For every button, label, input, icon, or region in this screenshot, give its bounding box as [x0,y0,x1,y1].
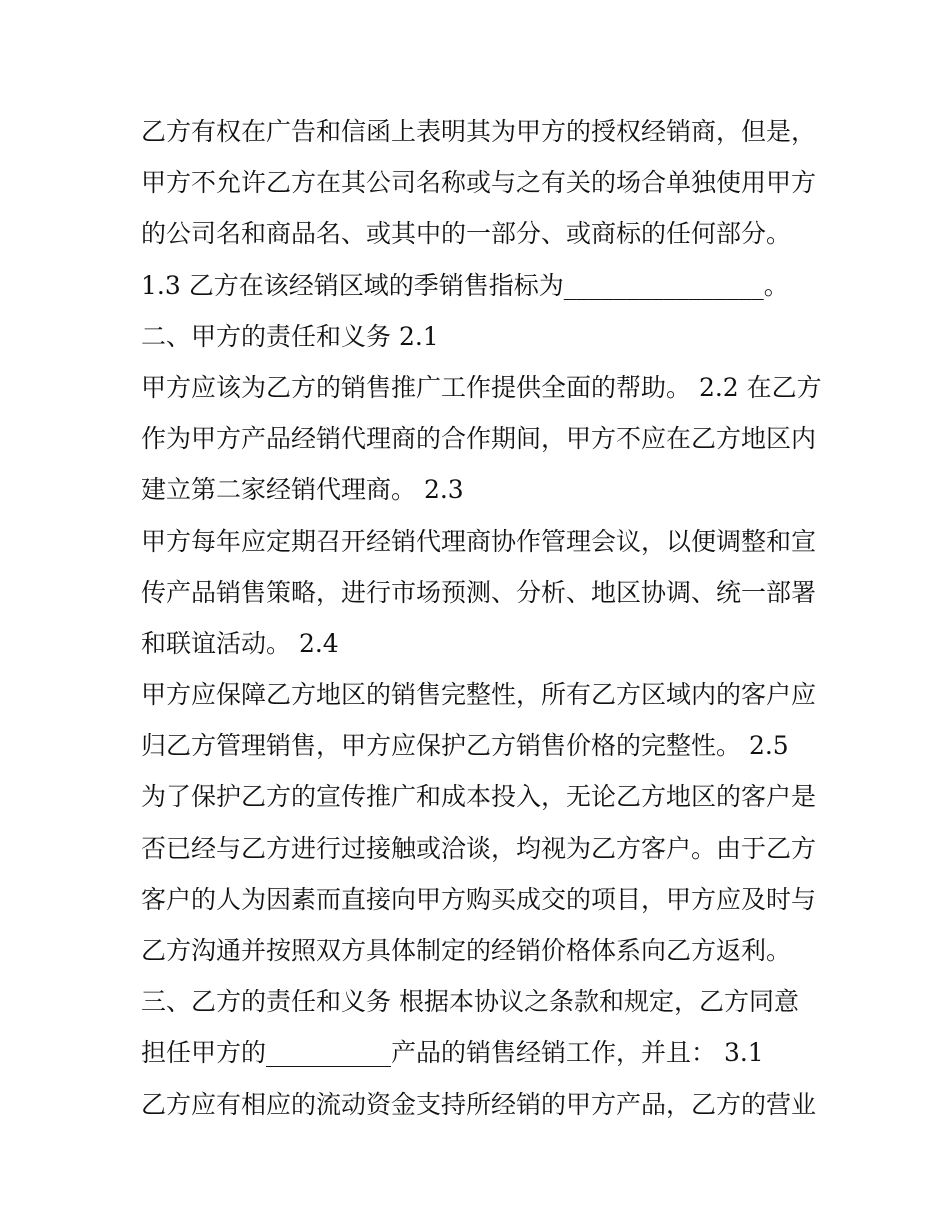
text-line: 客户的人为因素而直接向甲方购买成交的项目，甲方应及时与 [141,884,817,914]
text-line: 甲方不允许乙方在其公司名称或与之有关的场合单独使用甲方 [141,168,817,198]
text-line: 作为甲方产品经销代理商的合作期间，甲方不应在乙方地区内 [141,424,817,454]
section-heading: 二、甲方的责任和义务 2.1 [141,321,439,351]
text-line: 甲方每年应定期召开经销代理商协作管理会议，以便调整和宣 [141,526,817,556]
text-line: 为了保护乙方的宣传推广和成本投入，无论乙方地区的客户是 [141,782,817,812]
text-line: 和联谊活动。 2.4 [141,628,339,658]
text-line: 的公司名和商品名、或其中的一部分、或商标的任何部分。 [141,219,792,249]
text-line: 甲方应该为乙方的销售推广工作提供全面的帮助。 2.2 在乙方 [141,372,822,402]
section-heading: 三、乙方的责任和义务 根据本协议之条款和规定，乙方同意 [141,987,799,1017]
text-line: 传产品销售策略，进行市场预测、分析、地区协调、统一部署 [141,577,817,607]
text-line: 否已经与乙方进行过接触或洽谈，均视为乙方客户。由于乙方 [141,833,817,863]
text-line: 担任甲方的__________产品的销售经销工作，并且： 3.1 [141,1038,764,1068]
text-line: 乙方沟通并按照双方具体制定的经销价格体系向乙方返利。 [141,936,792,965]
text-line: 乙方有权在广告和信函上表明其为甲方的授权经销商，但是， [141,117,817,146]
text-line: 建立第二家经销代理商。 2.3 [141,475,464,505]
text-line: 归乙方管理销售，甲方应保护乙方销售价格的完整性。 2.5 [141,731,789,761]
document-body [141,106,831,1130]
text-line: 甲方应保障乙方地区的销售完整性，所有乙方区域内的客户应 [141,680,817,710]
text-line: 1.3 乙方在该经销区域的季销售指标为________________。 [141,270,789,300]
text-line: 乙方应有相应的流动资金支持所经销的甲方产品，乙方的营业 [141,1089,817,1119]
